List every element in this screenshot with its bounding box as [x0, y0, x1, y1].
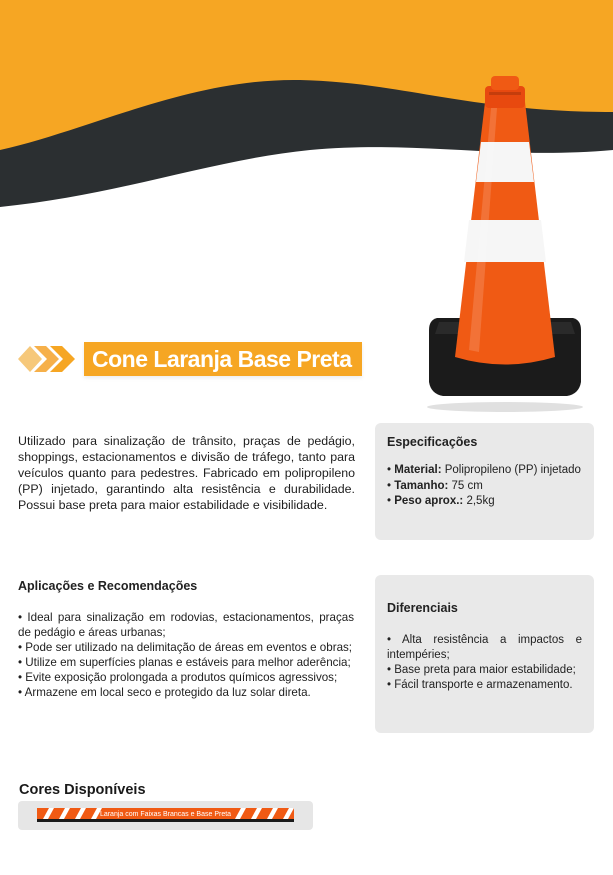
product-description: Utilizado para sinalização de trânsito, praças de pedágio, shoppings, estacionamentos e divisão de tráfego, tanto para veículos quanto para pedestres. Fabricado em polipropileno (PP) injetado, garantindo alta resistência e durabilidade. Possui base preta para maior estabilidade e visibilidade.	[18, 434, 355, 512]
traffic-cone-image	[425, 72, 585, 412]
list-item: • Evite exposição prolongada a produtos químicos agressivos;	[18, 671, 338, 684]
list-item: • Ideal para sinalização em rodovias, estacionamentos, praças de pedágio e áreas urbanas;	[18, 611, 354, 639]
spec-size: • Tamanho: 75 cm	[387, 479, 483, 492]
applications-list	[18, 610, 354, 700]
specifications-title: Especificações	[387, 435, 478, 449]
spec-material: • Material: Polipropileno (PP) injetado	[387, 464, 581, 476]
list-item: • Armazene em local seco e protegido da luz solar direta.	[18, 686, 311, 699]
list-item: • Pode ser utilizado na delimitação de áreas em eventos e obras;	[18, 641, 353, 654]
product-title-banner	[16, 340, 362, 378]
list-item: • Fácil transporte e armazenamento.	[387, 679, 573, 691]
specifications-list	[387, 463, 582, 510]
list-item: • Utilize em superfícies planas e estáveis para melhor aderência;	[18, 656, 351, 669]
list-item: • Alta resistência a impactos e intempéries;	[387, 634, 582, 661]
chevron-right-icon	[16, 340, 80, 378]
differentials-list	[387, 633, 582, 693]
differentials-title: Diferenciais	[387, 601, 458, 615]
differentials-card	[375, 575, 594, 733]
color-swatch-label: Laranja com Faixas Brancas e Base Preta	[99, 811, 232, 818]
specifications-card	[375, 423, 594, 540]
colors-title: Cores Disponíveis	[19, 782, 146, 798]
color-swatch	[37, 808, 294, 822]
colors-bar	[18, 801, 313, 830]
applications-title: Aplicações e Recomendações	[18, 579, 198, 593]
spec-weight: • Peso aprox.: 2,5kg	[387, 495, 495, 507]
list-item: • Base preta para maior estabilidade;	[387, 664, 576, 676]
page-title: Cone Laranja Base Preta	[84, 342, 362, 376]
